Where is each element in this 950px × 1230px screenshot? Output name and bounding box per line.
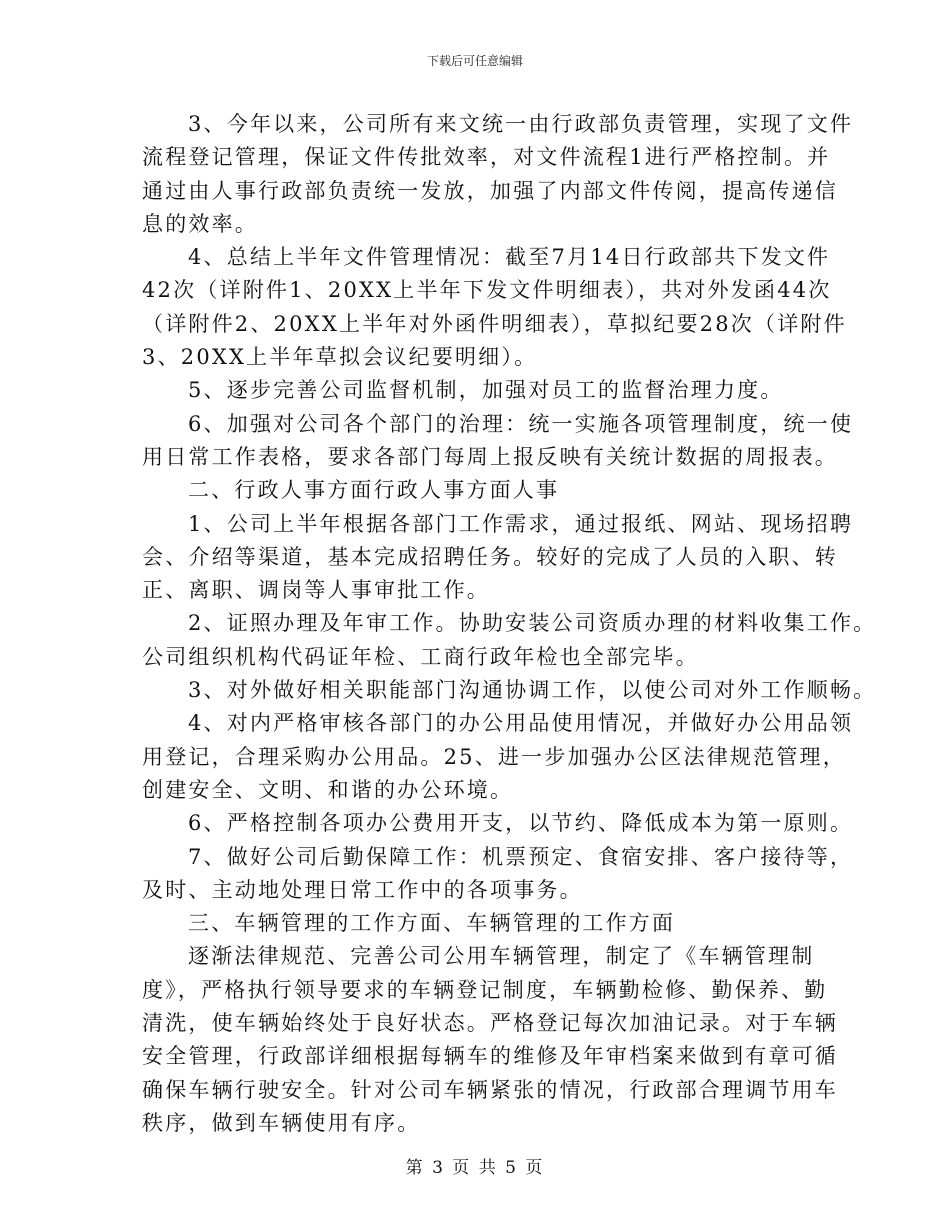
text-line: 42次（详附件1、20XX上半年下发文件明细表），共对外发函44次 [142, 278, 832, 303]
text-line: 流程登记管理，保证文件传批效率，对文件流程1进行严格控制。并 [142, 145, 831, 170]
document-body [142, 108, 877, 1140]
text-line: 7、做好公司后勤保障工作：机票预定、食宿安排、客户接待等， [188, 844, 854, 869]
text-line: 通过由人事行政部负责统一发放，加强了内部文件传阅，提高传递信 [142, 178, 838, 203]
text-line: 创建安全、文明、和谐的办公环境。 [142, 777, 514, 802]
text-line: 6、严格控制各项办公费用开支，以节约、降低成本为第一原则。 [188, 811, 854, 836]
page-header: 下载后可任意编辑 [426, 54, 523, 68]
text-line: 三、车辆管理的工作方面、车辆管理的工作方面 [188, 911, 676, 936]
text-line: 二、行政人事方面行政人事方面人事 [188, 478, 560, 503]
text-line: （详附件2、20XX上半年对外函件明细表），草拟纪要28次（详附件 [142, 311, 847, 336]
text-line: 正、离职、调岗等人事审批工作。 [142, 578, 490, 603]
page-footer: 第 3 页 共 5 页 [405, 1158, 545, 1178]
text-line: 确保车辆行驶安全。针对公司车辆紧张的情况，行政部合理调节用车 [142, 1077, 838, 1102]
text-line: 息的效率。 [142, 211, 258, 236]
text-line: 用登记，合理采购办公用品。25、进一步加强办公区法律规范管理， [142, 744, 846, 769]
text-line: 3、今年以来，公司所有来文统一由行政部负责管理，实现了文件 [188, 112, 854, 136]
text-line: 及时、主动地处理日常工作中的各项事务。 [142, 877, 583, 902]
text-line: 清洗，使车辆始终处于良好状态。严格登记每次加油记录。对于车辆 [142, 1011, 838, 1036]
text-line: 6、加强对公司各个部门的治理：统一实施各项管理制度，统一使 [188, 411, 854, 436]
text-line: 公司组织机构代码证年检、工商行政年检也全部完毕。 [142, 644, 699, 669]
text-line: 4、总结上半年文件管理情况：截至7月14日行政部共下发文件 [188, 245, 831, 270]
text-line: 秩序，做到车辆使用有序。 [142, 1110, 421, 1135]
text-line: 用日常工作表格，要求各部门每周上报反映有关统计数据的周报表。 [142, 444, 838, 469]
text-line: 逐渐法律规范、完善公司公用车辆管理，制定了《车辆管理制 [188, 944, 815, 969]
text-line: 度》，严格执行领导要求的车辆登记制度，车辆勤检修、勤保养、勤 [142, 977, 828, 1002]
text-line: 3、20XX上半年草拟会议纪要明细）。 [142, 345, 538, 370]
text-line: 3、对外做好相关职能部门沟通协调工作，以使公司对外工作顺畅。 [188, 678, 877, 703]
text-line: 2、证照办理及年审工作。协助安装公司资质办理的材料收集工作。 [188, 611, 877, 636]
text-line: 会、介绍等渠道，基本完成招聘任务。较好的完成了人员的入职、转 [142, 544, 838, 569]
text-line: 4、对内严格审核各部门的办公用品使用情况，并做好办公用品领 [188, 711, 854, 736]
text-line: 安全管理，行政部详细根据每辆车的维修及年审档案来做到有章可循 [142, 1044, 838, 1069]
text-line: 5、逐步完善公司监督机制，加强对员工的监督治理力度。 [188, 378, 784, 403]
text-line: 1、公司上半年根据各部门工作需求，通过报纸、网站、现场招聘 [188, 511, 854, 536]
